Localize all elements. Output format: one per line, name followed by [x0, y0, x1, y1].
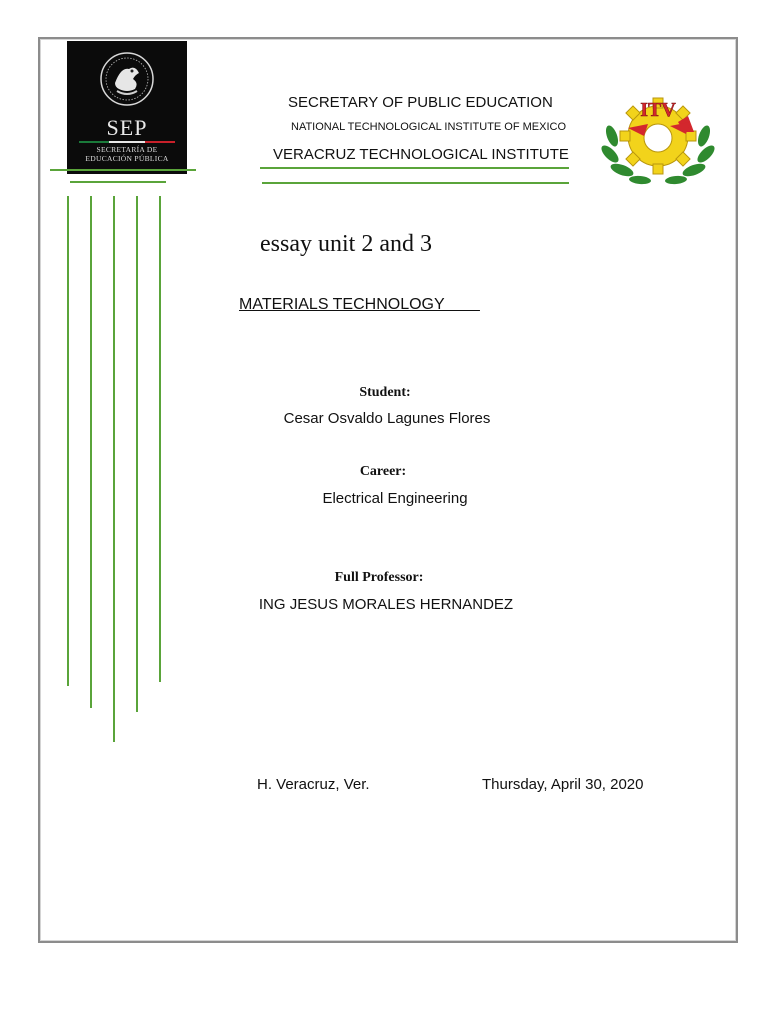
sep-sub1: SECRETARÍA DE [96, 145, 158, 154]
footer-date: Thursday, April 30, 2020 [482, 776, 644, 793]
document-title: essay unit 2 and 3 [260, 231, 432, 257]
student-label: Student: [359, 385, 411, 400]
decorative-vertical-line [113, 196, 115, 742]
career-name: Electrical Engineering [322, 490, 468, 507]
header-secretary: SECRETARY OF PUBLIC EDUCATION [288, 94, 553, 111]
footer-place: H. Veracruz, Ver. [257, 776, 370, 793]
sep-sub2: EDUCACIÓN PÚBLICA [85, 154, 169, 163]
header-veracruz-institute: VERACRUZ TECHNOLOGICAL INSTITUTE [273, 146, 569, 163]
decorative-vertical-line [67, 196, 69, 686]
header-national-institute: NATIONAL TECHNOLOGICAL INSTITUTE OF MEXICO [291, 121, 567, 133]
mexican-eagle-seal-icon [95, 49, 159, 109]
sep-name: SEP [106, 115, 148, 140]
header-underline [262, 182, 569, 184]
decorative-vertical-line [136, 196, 138, 712]
decorative-vertical-line [90, 196, 92, 708]
divider-line [50, 169, 196, 171]
header-underline [260, 167, 569, 169]
flag-bar-green [79, 141, 109, 143]
flag-bar-white [109, 141, 145, 143]
itv-gear-laurel-icon [598, 92, 718, 188]
itv-logo-text: ITV [640, 99, 676, 121]
subject-name: MATERIALS TECHNOLOGY [239, 296, 480, 313]
sep-logo [67, 41, 187, 174]
flag-bar-red [145, 141, 175, 143]
divider-line [70, 181, 166, 183]
professor-name: ING JESUS MORALES HERNANDEZ [258, 596, 514, 613]
career-label: Career: [359, 464, 407, 479]
professor-label: Full Professor: [334, 570, 424, 585]
decorative-vertical-line [159, 196, 161, 682]
student-name: Cesar Osvaldo Lagunes Flores [283, 410, 491, 427]
